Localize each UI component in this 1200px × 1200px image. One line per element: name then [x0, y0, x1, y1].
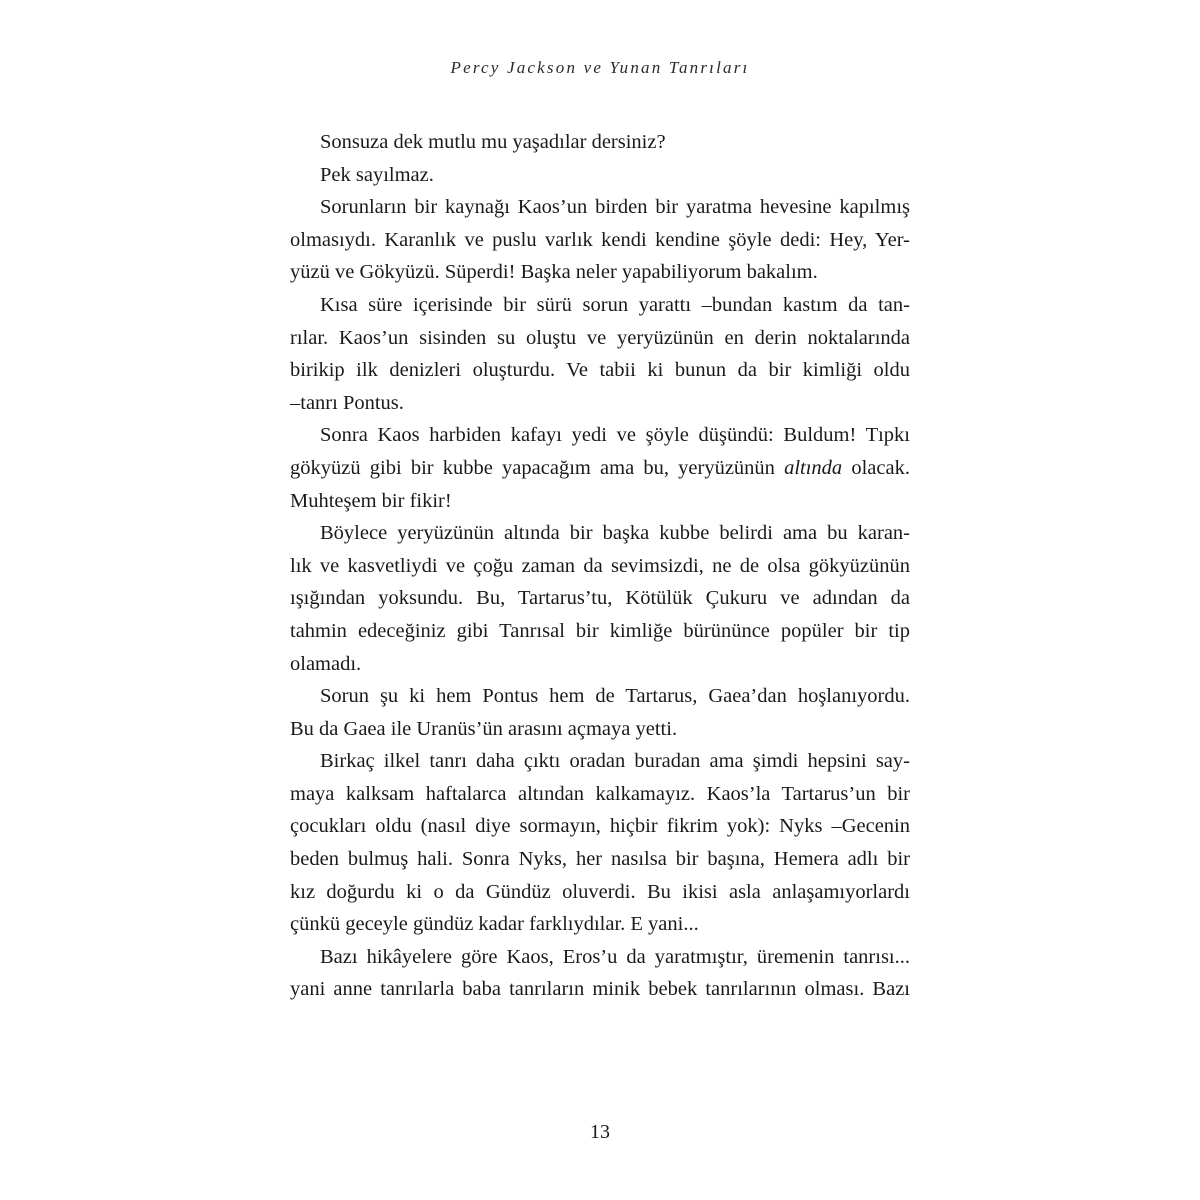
- text-line: Böylece yeryüzünün altında bir başka kubbe belirdi ama bu karan-: [320, 522, 910, 545]
- text-line: çünkü geceyle gündüz kadar farklıydılar. E yani...: [290, 913, 699, 936]
- text-line: Sonsuza dek mutlu mu yaşadılar dersiniz?: [320, 131, 666, 153]
- text-line: Bu da Gaea ile Uranüs’ün arasını açmaya yetti.: [290, 717, 678, 740]
- text-line: maya kalksam haftalarca altından kalkamayız. Kaos’la Tartarus’un bir: [290, 782, 910, 805]
- emphasized-word: altında: [784, 456, 843, 479]
- text-line: yüzü ve Gökyüzü. Süperdi! Başka neler yapabiliyorum bakalım.: [290, 261, 818, 284]
- text-segment: gökyüzü gibi bir kubbe yapacağım ama bu, yeryüzünün: [290, 456, 785, 479]
- text-line: ışığından yoksundu. Bu, Tartarus’tu, Kötülük Çukuru ve adından da: [290, 587, 910, 610]
- page-number: 13: [590, 1121, 610, 1143]
- text-line: olamadı.: [290, 652, 362, 675]
- text-line: –tanrı Pontus.: [290, 391, 404, 414]
- text-line: [290, 452, 910, 485]
- text-line: Birkaç ilkel tanrı daha çıktı oradan buradan ama şimdi hepsini say-: [320, 750, 910, 773]
- running-header: Percy Jackson ve Yunan Tanrıları: [450, 58, 750, 77]
- text-line: rılar. Kaos’un sisinden su oluştu ve yeryüzünün en derin noktalarında: [290, 326, 910, 349]
- text-line: Bazı hikâyelere göre Kaos, Eros’u da yaratmıştır, üremenin tanrısı...: [320, 945, 910, 968]
- text-line: kız doğurdu ki o da Gündüz oluverdi. Bu ikisi asla anlaşamıyorlardı: [290, 880, 910, 903]
- text-line: olmasıydı. Karanlık ve puslu varlık kendi kendine şöyle dedi: Hey, Yer-: [290, 228, 910, 251]
- text-line: Sorunların bir kaynağı Kaos’un birden bir yaratma hevesine kapılmış: [320, 196, 910, 219]
- text-segment: olacak.: [842, 456, 910, 479]
- text-line: lık ve kasvetliydi ve çoğu zaman da sevimsizdi, ne de olsa gökyüzünün: [290, 554, 910, 577]
- text-line: tahmin edeceğiniz gibi Tanrısal bir kimliğe bürününce popüler bir tip: [290, 619, 910, 642]
- text-line: çocukları oldu (nasıl diye sormayın, hiçbir fikrim yok): Nyks –Gecenin: [290, 815, 910, 838]
- text-line: Pek sayılmaz.: [320, 163, 434, 186]
- text-line: birikip ilk denizleri oluşturdu. Ve tabii ki bunun da bir kimliği oldu: [290, 359, 910, 382]
- text-line: yani anne tanrılarla baba tanrıların minik bebek tanrılarının olması. Bazı: [290, 978, 910, 1001]
- text-line: beden bulmuş hali. Sonra Nyks, her nasılsa bir başına, Hemera adlı bir: [290, 848, 910, 871]
- text-line: Sonra Kaos harbiden kafayı yedi ve şöyle düşündü: Buldum! Tıpkı: [320, 424, 910, 447]
- body-text: [290, 126, 910, 1006]
- text-line: Muhteşem bir fikir!: [290, 489, 452, 512]
- text-line: Sorun şu ki hem Pontus hem de Tartarus, Gaea’dan hoşlanıyordu.: [320, 685, 910, 708]
- text-line: Kısa süre içerisinde bir sürü sorun yarattı –bundan kastım da tan-: [320, 293, 910, 316]
